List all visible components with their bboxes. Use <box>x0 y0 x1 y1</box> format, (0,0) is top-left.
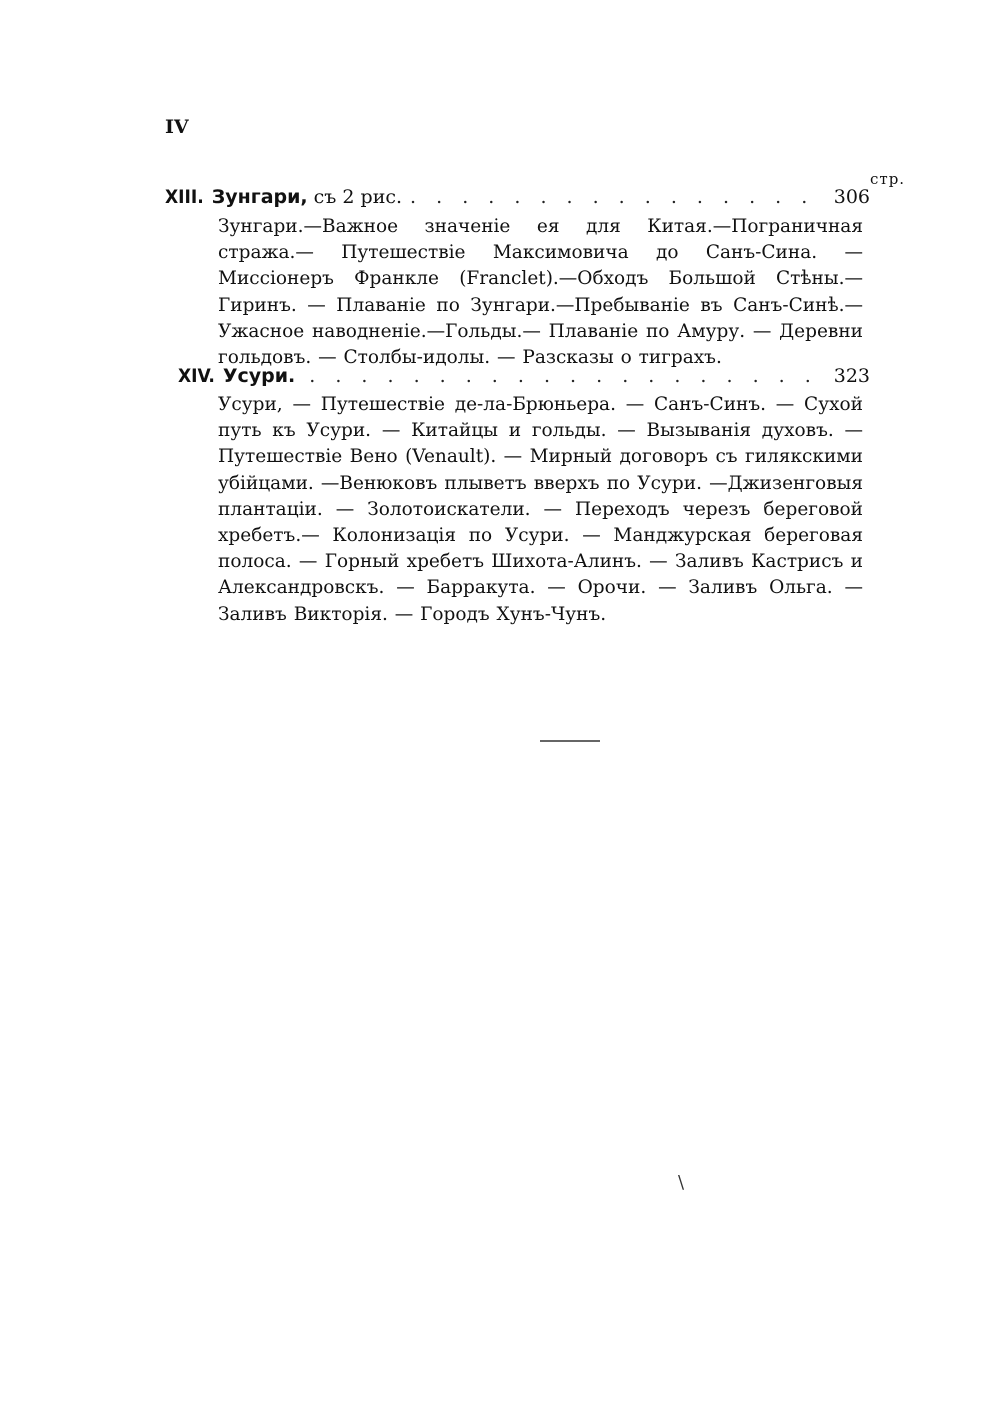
chapter-title: Усури. <box>222 365 296 387</box>
toc-entry-heading <box>165 186 870 214</box>
chapter-summary: Усури, — Путешествіе де-ла-Брюньера. — Санъ-Синъ. — Сухой путь къ Усури. — Китайцы и гольды. — Вызыванія духовъ. — Путешествіе Вено (Venault). — Мирный договоръ съ гилякскими убійцами. —Венюковъ плыветъ вверхъ по Усури. —Джизенговыя плантаціи. — Золотоискатели. — Переходъ черезъ береговой хребетъ.— Колонизація по Усури. — Манджурская береговая полоса. — Горный хребетъ Шихота-Алинъ. — Заливъ Кастрисъ и Александровскъ. — Барракута. — Орочи. — Заливъ Ольга. — Заливъ Викторія. — Городъ Хунъ-Чунъ. <box>218 394 863 625</box>
page-number: IV <box>165 116 189 138</box>
chapter-numeral: XIV. <box>178 365 215 387</box>
toc-entry-heading <box>178 365 870 393</box>
section-separator <box>540 740 600 742</box>
dot-leader <box>309 365 822 387</box>
chapter-title: Зунгари, <box>211 186 308 208</box>
chapter-summary: Зунгари.—Важное значеніе ея для Китая.—Пограничная стража.— Путешествіе Максимовича до Санъ-Сина. — Миссіонеръ Франкле (Franclet).—Обходъ Большой Стѣны.—Гиринъ. — Плаваніе по Зунгари.—Пребываніе въ Санъ-Синѣ.—Ужасное наводненіе.—Гольды.— Плаваніе по Амуру. — Деревни гольдовъ. — Столбы-идолы. — Разсказы о тиграхъ. <box>218 216 863 369</box>
chapter-subtitle: съ 2 рис. <box>313 186 403 208</box>
page-column-label: стр. <box>870 170 906 188</box>
chapter-page-number: 323 <box>833 365 870 387</box>
chapter-numeral: XIII. <box>165 186 204 208</box>
dot-leader <box>410 186 822 208</box>
stray-mark: \ <box>678 1172 685 1193</box>
chapter-page-number: 306 <box>833 186 870 208</box>
